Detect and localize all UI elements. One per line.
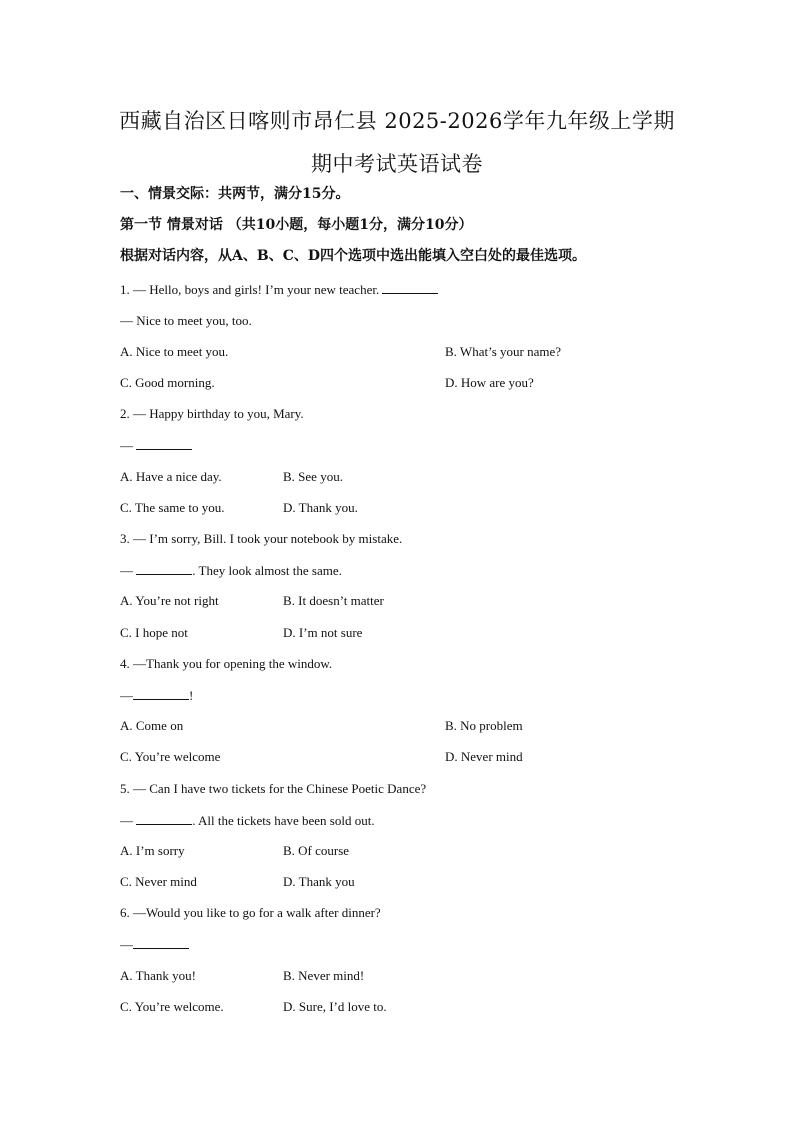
response-tail: ! [189, 688, 194, 703]
answer-blank [133, 936, 189, 949]
question-6-option-b: B. Never mind! [283, 968, 365, 983]
question-2-option-c: C. The same to you. [120, 500, 225, 515]
question-6-option-d: D. Sure, I’d love to. [283, 999, 387, 1014]
part-heading: 一、情景交际：共两节，满分15分。 [120, 186, 350, 202]
response-tail: . All the tickets have been sold out. [192, 813, 375, 828]
question-4-option-c: C. You’re welcome [120, 749, 221, 764]
question-3-response [120, 562, 342, 579]
response-tail: . They look almost the same. [192, 563, 342, 578]
question-4-option-d: D. Never mind [445, 749, 523, 764]
dash: — [120, 937, 133, 952]
question-1-option-d: D. How are you? [445, 375, 534, 390]
subsection-heading: 第一节 情景对话 （共10小题，每小题1分，满分10分） [120, 217, 473, 233]
answer-blank [382, 281, 438, 294]
question-4-option-b: B. No problem [445, 718, 523, 733]
question-2-option-a: A. Have a nice day. [120, 469, 222, 484]
question-3-option-c: C. I hope not [120, 625, 188, 640]
question-2-option-d: D. Thank you. [283, 500, 358, 515]
question-5-option-d: D. Thank you [283, 874, 355, 889]
instruction-text: 根据对话内容，从A、B、C、D四个选项中选出能填入空白处的最佳选项。 [120, 248, 586, 264]
question-4-option-a: A. Come on [120, 718, 184, 733]
question-6-option-a: A. Thank you! [120, 968, 196, 983]
question-2-prompt: 2. — Happy birthday to you, Mary. [120, 406, 304, 421]
exam-title-line2: 期中考试英语试卷 [311, 152, 483, 176]
question-3-option-a: A. You’re not right [120, 593, 219, 608]
dash: — [120, 813, 137, 828]
dash: — [120, 563, 137, 578]
answer-blank [136, 437, 192, 450]
question-6-response [120, 936, 189, 953]
question-3-option-b: B. It doesn’t matter [283, 593, 384, 608]
question-5-prompt: 5. — Can I have two tickets for the Chinese Poetic Dance? [120, 781, 427, 796]
question-1-prompt [120, 281, 438, 298]
dash: — [120, 438, 137, 453]
answer-blank [136, 562, 192, 575]
question-1-option-c: C. Good morning. [120, 375, 215, 390]
question-1-option-b: B. What’s your name? [445, 344, 562, 359]
question-5-option-a: A. I’m sorry [120, 843, 185, 858]
question-2-response [120, 437, 192, 454]
question-3-prompt: 3. — I’m sorry, Bill. I took your notebook by mistake. [120, 531, 403, 546]
question-2-option-b: B. See you. [283, 469, 343, 484]
exam-title-line1: 西藏自治区日喀则市昂仁县 2025-2026学年九年级上学期 [119, 109, 675, 133]
question-5-option-c: C. Never mind [120, 874, 197, 889]
question-5-option-b: B. Of course [283, 843, 350, 858]
question-5-response [120, 812, 375, 829]
question-1-response: — Nice to meet you, too. [120, 313, 252, 328]
answer-blank [136, 812, 192, 825]
answer-blank [133, 687, 189, 700]
question-4-prompt: 4. —Thank you for opening the window. [120, 656, 333, 671]
question-1-text: 1. — Hello, boys and girls! I’m your new teacher. [120, 282, 383, 297]
question-1-option-a: A. Nice to meet you. [120, 344, 229, 359]
question-6-option-c: C. You’re welcome. [120, 999, 224, 1014]
dash: — [120, 688, 133, 703]
question-4-response [120, 687, 193, 704]
question-6-prompt: 6. —Would you like to go for a walk after dinner? [120, 905, 381, 920]
question-3-option-d: D. I’m not sure [283, 625, 363, 640]
